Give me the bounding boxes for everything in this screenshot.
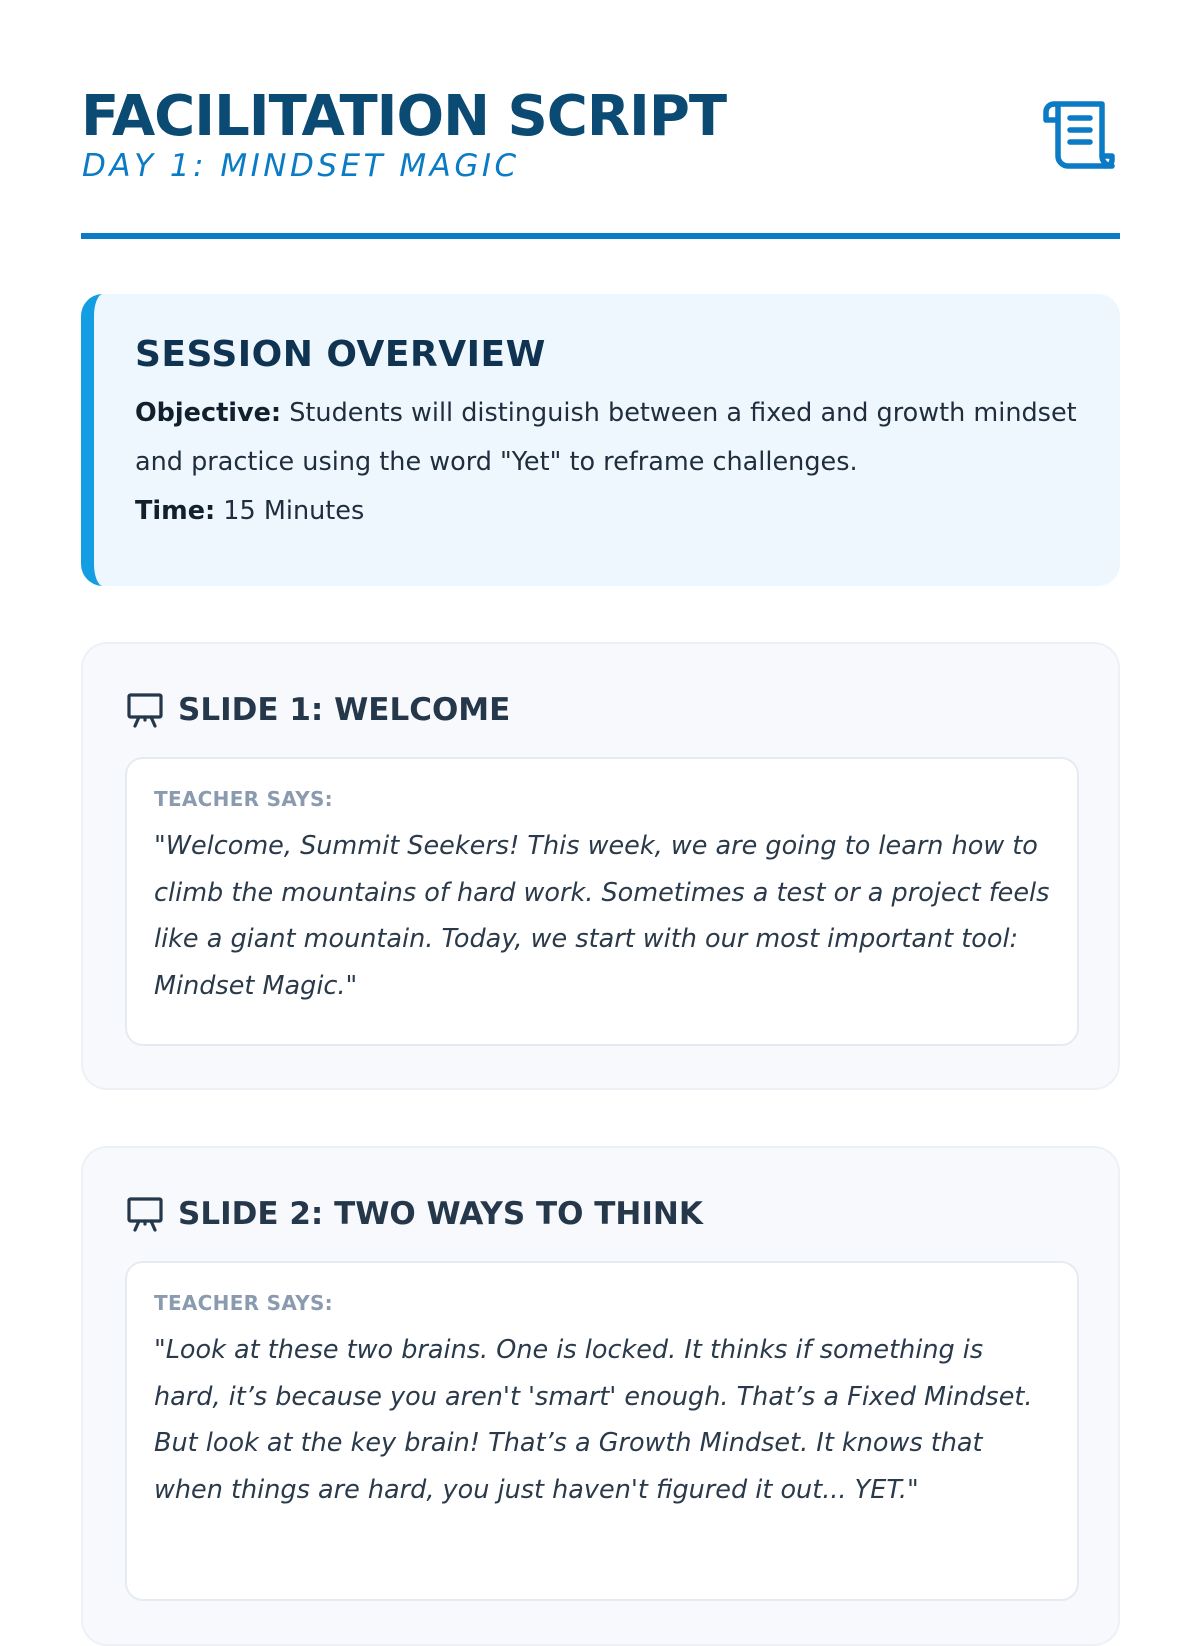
teacher-says-box (125, 1261, 1079, 1601)
time-label: Time: (135, 496, 216, 526)
objective-line (135, 389, 1080, 487)
objective-label: Objective: (135, 398, 282, 428)
time-value: 15 Minutes (215, 496, 365, 526)
time-line (135, 487, 1080, 536)
teacher-says-box (125, 757, 1079, 1046)
teacher-says-text: "Look at these two brains. One is locked. It thinks if something is hard, it’s because you aren't 'smart' enough. That’s a Fixed Mindset. But look at the key brain! That’s a Growth Mindset. It knows that when things are hard, you just haven't figured it out... YET." (154, 1335, 1033, 1505)
session-overview-heading: SESSION OVERVIEW (135, 334, 546, 375)
slide-title: SLIDE 2: TWO WAYS TO THINK (178, 1196, 703, 1232)
teacher-says-text: "Welcome, Summit Seekers! This week, we are going to learn how to climb the mountains of hard work. Sometimes a test or a project feels like a giant mountain. Today, we start with our most important tool: Mindset Magic." (154, 831, 1050, 1001)
slide-title: SLIDE 1: WELCOME (178, 692, 511, 728)
page-header (81, 0, 1120, 239)
scroll-icon (1042, 100, 1118, 172)
slide-card-2 (81, 1146, 1120, 1646)
slide-header (126, 688, 510, 732)
page-subtitle: DAY 1: MINDSET MAGIC (82, 148, 520, 184)
teacher-says-label: TEACHER SAYS: (154, 787, 333, 811)
presentation-icon (126, 691, 164, 729)
objective-text: Students will distinguish between a fixed and growth mindset and practice using the word "Yet" to reframe challenges. (135, 398, 1077, 477)
slide-header (126, 1192, 703, 1236)
teacher-says-label: TEACHER SAYS: (154, 1291, 333, 1315)
facilitation-script-page (81, 0, 1120, 1505)
page-title: FACILITATION SCRIPT (81, 84, 727, 149)
slide-card-1 (81, 642, 1120, 1090)
presentation-icon (126, 1195, 164, 1233)
session-overview-card (81, 294, 1120, 586)
